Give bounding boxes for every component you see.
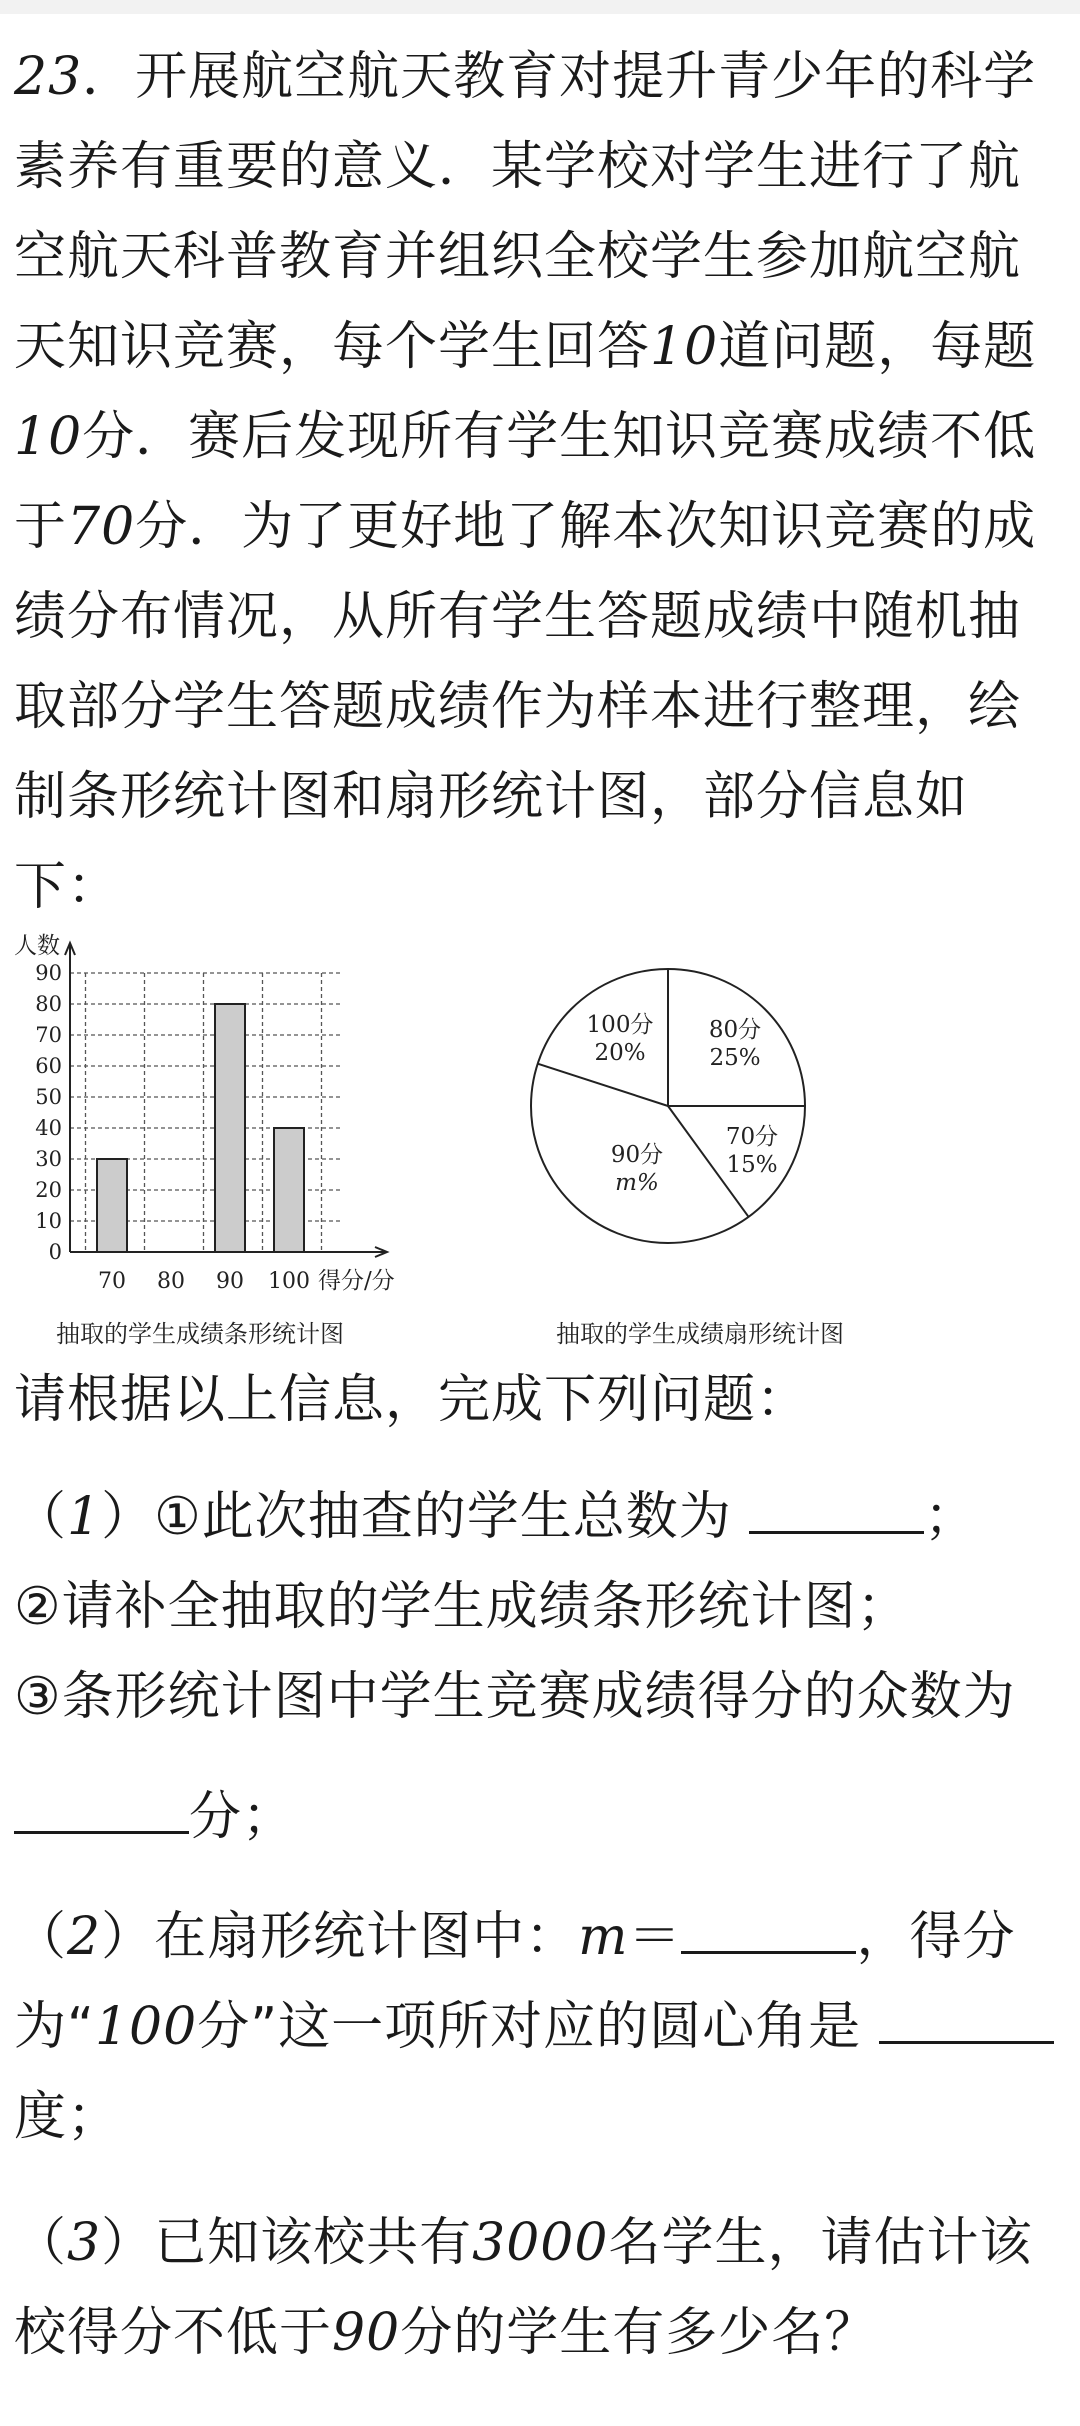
q3-number-3000: 3000 [472, 2213, 609, 2273]
q1-a-end: ； [924, 1487, 978, 1547]
bar-70 [97, 1159, 127, 1252]
stem-number-70: 70 [67, 497, 136, 557]
q3-number-90: 90 [332, 2303, 401, 2363]
bar-y-tick-label: 10 [35, 1209, 62, 1233]
stem-number-10b: 10 [14, 407, 83, 467]
q1-line-a [14, 1472, 1064, 1562]
pie-chart-title: 抽取的学生成绩扇形统计图 [556, 1320, 844, 1348]
pie-value-2: m% [615, 1170, 659, 1196]
pie-value-3: 20% [594, 1040, 646, 1066]
bar-y-tick-label: 80 [35, 992, 62, 1016]
q1-c-blank[interactable] [14, 1830, 189, 1834]
stem-text-4: 分．为了更好地了解本次知识竞赛的成绩分布情况，从所有学生答题成绩中随机抽取部分学生答题成绩作为样本进行整理，绘制条形统计图和扇形统计图，部分信息如下： [14, 497, 1037, 917]
bar-y-tick-label: 20 [35, 1178, 62, 1202]
pie-label-2: 90分 [610, 1142, 664, 1168]
q1-a-blank[interactable] [749, 1530, 924, 1534]
bar-x-tick-label: 70 [98, 1269, 126, 1294]
q1-line-c: ③条形统计图中学生竞赛成绩得分的众数为 [14, 1667, 1016, 1727]
bar-x-tick-label: 80 [157, 1269, 185, 1294]
pie-value-1: 15% [726, 1152, 778, 1178]
q3-text-1: ）已知该校共有 [101, 2213, 473, 2273]
pie-label-1: 70分 [725, 1124, 779, 1150]
stem-text-2: 道问题，每题 [718, 317, 1037, 377]
bar-chart-title: 抽取的学生成绩条形统计图 [56, 1320, 344, 1348]
q1-paren: （ [14, 1487, 68, 1547]
question-number: 23 [14, 47, 83, 107]
q2-m: m [578, 1907, 629, 1967]
q1-number: 1 [67, 1487, 102, 1547]
bar-x-tick-label: 90 [216, 1269, 244, 1294]
prompt-text: 请根据以上信息，完成下列问题： [14, 1370, 810, 1430]
bar-y-tick-label: 60 [35, 1054, 62, 1078]
bar-y-tick-label: 40 [35, 1116, 62, 1140]
bar-y-tick-label: 50 [35, 1085, 62, 1109]
q2-number-100: 100 [94, 1997, 198, 2057]
q1-a-text: ）①此次抽查的学生总数为 [101, 1487, 732, 1547]
pie-label-0: 80分 [708, 1017, 762, 1043]
q1-c-end: 分； [189, 1787, 296, 1847]
q2-text-3: 分”这一项所对应的圆心角是 [197, 1997, 862, 2057]
question-stem [14, 32, 1064, 932]
q2-end: 度； [14, 2087, 121, 2147]
q2-text-1: ）在扇形统计图中： [101, 1907, 579, 1967]
bar-y-tick-label: 70 [35, 1023, 62, 1047]
pie-label-3: 100分 [586, 1012, 654, 1038]
bar-y-label: 人数 [14, 933, 60, 959]
q2-line-a [14, 1892, 1064, 2162]
q2-m-blank[interactable] [681, 1950, 856, 1954]
q3-paren: （ [14, 2213, 68, 2273]
top-bar [0, 0, 1080, 14]
bar-y-tick-label: 0 [48, 1240, 62, 1264]
stem-number-10a: 10 [650, 317, 719, 377]
q2-number: 2 [67, 1907, 102, 1967]
pie-chart [531, 969, 844, 1348]
bar-100 [274, 1128, 304, 1252]
stem-text-1: ．开展航空航天教育对提升青少年的科学素养有重要的意义．某学校对学生进行了航空航天科普教育并组织全校学生参加航空航天知识竞赛，每个学生回答 [14, 47, 1037, 377]
q2-text-2: ，得分为“ [14, 1907, 1016, 2057]
q3-text-3: 分的学生有多少名？ [400, 2303, 878, 2363]
q2-angle-blank[interactable] [879, 2040, 1054, 2044]
stem-text-3: 分．赛后发现所有学生知识竞赛成绩不低于 [14, 407, 1037, 557]
q3-number: 3 [67, 2213, 102, 2273]
q3-text [14, 2198, 1064, 2378]
bar-chart [14, 933, 395, 1348]
bar-90 [215, 1004, 245, 1252]
q2-paren: （ [14, 1907, 68, 1967]
q3-text-2: 名学生，请估计该校得分不低于 [14, 2213, 1033, 2363]
bar-x-label: 得分/分 [318, 1268, 395, 1294]
pie-value-0: 25% [709, 1045, 761, 1071]
bar-y-tick-label: 30 [35, 1147, 62, 1171]
bar-x-tick-label: 100 [268, 1269, 310, 1294]
q1-line-b: ②请补全抽取的学生成绩条形统计图； [14, 1577, 910, 1637]
q2-eq: ＝ [628, 1907, 682, 1967]
q1-line-c2 [14, 1772, 1064, 1862]
charts-figure [0, 922, 1080, 1362]
bar-y-tick-label: 90 [35, 961, 62, 985]
